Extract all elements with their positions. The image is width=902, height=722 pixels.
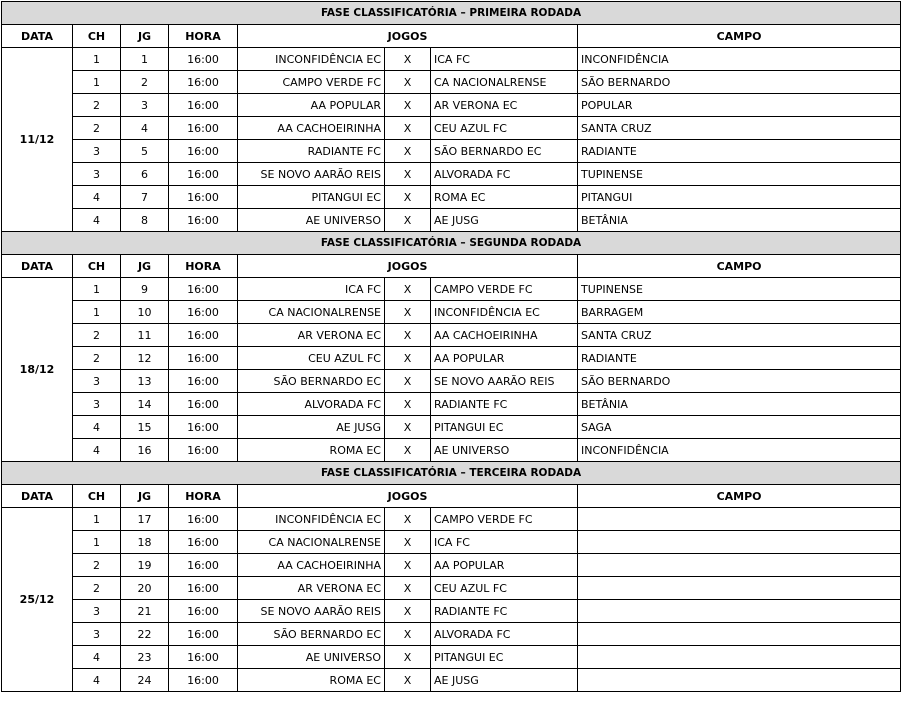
game-time: 16:00 xyxy=(169,71,238,94)
game-row xyxy=(2,600,901,623)
round-date: 25/12 xyxy=(2,508,73,692)
game-row xyxy=(2,278,901,301)
away-team: AE JUSG xyxy=(431,669,578,692)
game-ch: 2 xyxy=(73,94,121,117)
game-row xyxy=(2,508,901,531)
game-number: 24 xyxy=(121,669,169,692)
round-title: FASE CLASSIFICATÓRIA – SEGUNDA RODADA xyxy=(2,232,901,255)
game-time: 16:00 xyxy=(169,623,238,646)
game-venue: SÃO BERNARDO xyxy=(578,71,901,94)
game-venue: RADIANTE xyxy=(578,347,901,370)
game-row xyxy=(2,186,901,209)
away-team: PITANGUI EC xyxy=(431,416,578,439)
away-team: CA NACIONALRENSE xyxy=(431,71,578,94)
game-time: 16:00 xyxy=(169,278,238,301)
away-team: SE NOVO AARÃO REIS xyxy=(431,370,578,393)
away-team: CAMPO VERDE FC xyxy=(431,278,578,301)
header-campo: CAMPO xyxy=(578,25,901,48)
home-team: AE UNIVERSO xyxy=(238,209,385,232)
game-row xyxy=(2,347,901,370)
game-ch: 3 xyxy=(73,163,121,186)
game-ch: 1 xyxy=(73,48,121,71)
game-number: 12 xyxy=(121,347,169,370)
versus-mark: X xyxy=(385,600,431,623)
game-row xyxy=(2,301,901,324)
game-time: 16:00 xyxy=(169,48,238,71)
game-number: 23 xyxy=(121,646,169,669)
versus-mark: X xyxy=(385,347,431,370)
versus-mark: X xyxy=(385,186,431,209)
home-team: SE NOVO AARÃO REIS xyxy=(238,163,385,186)
home-team: ICA FC xyxy=(238,278,385,301)
versus-mark: X xyxy=(385,393,431,416)
home-team: ALVORADA FC xyxy=(238,393,385,416)
versus-mark: X xyxy=(385,577,431,600)
game-number: 9 xyxy=(121,278,169,301)
away-team: AR VERONA EC xyxy=(431,94,578,117)
game-number: 16 xyxy=(121,439,169,462)
versus-mark: X xyxy=(385,94,431,117)
game-number: 22 xyxy=(121,623,169,646)
header-jg: JG xyxy=(121,485,169,508)
home-team: ROMA EC xyxy=(238,669,385,692)
game-row xyxy=(2,531,901,554)
game-ch: 4 xyxy=(73,416,121,439)
game-ch: 3 xyxy=(73,393,121,416)
game-number: 13 xyxy=(121,370,169,393)
game-ch: 3 xyxy=(73,623,121,646)
game-time: 16:00 xyxy=(169,393,238,416)
game-time: 16:00 xyxy=(169,209,238,232)
game-ch: 2 xyxy=(73,324,121,347)
header-data: DATA xyxy=(2,485,73,508)
game-time: 16:00 xyxy=(169,163,238,186)
home-team: AE JUSG xyxy=(238,416,385,439)
game-number: 14 xyxy=(121,393,169,416)
away-team: CAMPO VERDE FC xyxy=(431,508,578,531)
game-venue: POPULAR xyxy=(578,94,901,117)
game-time: 16:00 xyxy=(169,347,238,370)
home-team: INCONFIDÊNCIA EC xyxy=(238,508,385,531)
game-row xyxy=(2,623,901,646)
header-campo: CAMPO xyxy=(578,255,901,278)
game-venue xyxy=(578,531,901,554)
game-number: 19 xyxy=(121,554,169,577)
away-team: AA CACHOEIRINHA xyxy=(431,324,578,347)
header-hora: HORA xyxy=(169,485,238,508)
game-ch: 1 xyxy=(73,531,121,554)
home-team: AR VERONA EC xyxy=(238,324,385,347)
round-title-row xyxy=(2,232,901,255)
game-ch: 3 xyxy=(73,370,121,393)
game-time: 16:00 xyxy=(169,301,238,324)
game-number: 1 xyxy=(121,48,169,71)
away-team: ROMA EC xyxy=(431,186,578,209)
home-team: CA NACIONALRENSE xyxy=(238,531,385,554)
home-team: CA NACIONALRENSE xyxy=(238,301,385,324)
header-ch: CH xyxy=(73,25,121,48)
game-time: 16:00 xyxy=(169,577,238,600)
game-time: 16:00 xyxy=(169,508,238,531)
game-venue: BARRAGEM xyxy=(578,301,901,324)
game-time: 16:00 xyxy=(169,600,238,623)
away-team: PITANGUI EC xyxy=(431,646,578,669)
home-team: AA CACHOEIRINHA xyxy=(238,117,385,140)
game-venue: SAGA xyxy=(578,416,901,439)
game-time: 16:00 xyxy=(169,669,238,692)
game-ch: 4 xyxy=(73,439,121,462)
game-row xyxy=(2,554,901,577)
game-ch: 3 xyxy=(73,140,121,163)
game-ch: 2 xyxy=(73,577,121,600)
game-venue: SANTA CRUZ xyxy=(578,324,901,347)
game-ch: 2 xyxy=(73,117,121,140)
header-hora: HORA xyxy=(169,25,238,48)
game-venue: SÃO BERNARDO xyxy=(578,370,901,393)
game-venue xyxy=(578,554,901,577)
home-team: AR VERONA EC xyxy=(238,577,385,600)
versus-mark: X xyxy=(385,531,431,554)
away-team: ALVORADA FC xyxy=(431,163,578,186)
away-team: CEU AZUL FC xyxy=(431,117,578,140)
game-venue xyxy=(578,646,901,669)
game-row xyxy=(2,209,901,232)
game-time: 16:00 xyxy=(169,324,238,347)
game-time: 16:00 xyxy=(169,140,238,163)
game-time: 16:00 xyxy=(169,646,238,669)
game-number: 11 xyxy=(121,324,169,347)
round-title: FASE CLASSIFICATÓRIA – PRIMEIRA RODADA xyxy=(2,2,901,25)
game-row xyxy=(2,48,901,71)
home-team: RADIANTE FC xyxy=(238,140,385,163)
game-row xyxy=(2,669,901,692)
versus-mark: X xyxy=(385,48,431,71)
round-date: 11/12 xyxy=(2,48,73,232)
game-row xyxy=(2,416,901,439)
game-number: 6 xyxy=(121,163,169,186)
game-time: 16:00 xyxy=(169,370,238,393)
header-data: DATA xyxy=(2,255,73,278)
game-number: 18 xyxy=(121,531,169,554)
game-time: 16:00 xyxy=(169,439,238,462)
game-row xyxy=(2,117,901,140)
game-time: 16:00 xyxy=(169,416,238,439)
versus-mark: X xyxy=(385,163,431,186)
game-row xyxy=(2,94,901,117)
home-team: AE UNIVERSO xyxy=(238,646,385,669)
header-jg: JG xyxy=(121,25,169,48)
header-hora: HORA xyxy=(169,255,238,278)
header-data: DATA xyxy=(2,25,73,48)
home-team: SE NOVO AARÃO REIS xyxy=(238,600,385,623)
game-time: 16:00 xyxy=(169,531,238,554)
game-venue xyxy=(578,669,901,692)
home-team: INCONFIDÊNCIA EC xyxy=(238,48,385,71)
versus-mark: X xyxy=(385,623,431,646)
versus-mark: X xyxy=(385,278,431,301)
versus-mark: X xyxy=(385,117,431,140)
game-venue xyxy=(578,623,901,646)
game-venue xyxy=(578,577,901,600)
home-team: PITANGUI EC xyxy=(238,186,385,209)
away-team: ALVORADA FC xyxy=(431,623,578,646)
game-row xyxy=(2,140,901,163)
game-venue xyxy=(578,600,901,623)
home-team: AA CACHOEIRINHA xyxy=(238,554,385,577)
game-number: 5 xyxy=(121,140,169,163)
away-team: ICA FC xyxy=(431,48,578,71)
header-jogos: JOGOS xyxy=(238,25,578,48)
game-venue xyxy=(578,508,901,531)
game-number: 20 xyxy=(121,577,169,600)
home-team: SÃO BERNARDO EC xyxy=(238,370,385,393)
home-team: SÃO BERNARDO EC xyxy=(238,623,385,646)
away-team: RADIANTE FC xyxy=(431,393,578,416)
away-team: AE UNIVERSO xyxy=(431,439,578,462)
game-row xyxy=(2,163,901,186)
header-ch: CH xyxy=(73,485,121,508)
away-team: AA POPULAR xyxy=(431,347,578,370)
round-title: FASE CLASSIFICATÓRIA – TERCEIRA RODADA xyxy=(2,462,901,485)
away-team: CEU AZUL FC xyxy=(431,577,578,600)
header-jogos: JOGOS xyxy=(238,255,578,278)
home-team: ROMA EC xyxy=(238,439,385,462)
away-team: SÃO BERNARDO EC xyxy=(431,140,578,163)
header-jg: JG xyxy=(121,255,169,278)
versus-mark: X xyxy=(385,209,431,232)
game-venue: INCONFIDÊNCIA xyxy=(578,48,901,71)
game-number: 10 xyxy=(121,301,169,324)
versus-mark: X xyxy=(385,370,431,393)
game-venue: RADIANTE xyxy=(578,140,901,163)
away-team: ICA FC xyxy=(431,531,578,554)
game-venue: PITANGUI xyxy=(578,186,901,209)
round-title-row xyxy=(2,2,901,25)
game-time: 16:00 xyxy=(169,117,238,140)
game-ch: 1 xyxy=(73,508,121,531)
game-ch: 1 xyxy=(73,301,121,324)
versus-mark: X xyxy=(385,324,431,347)
versus-mark: X xyxy=(385,301,431,324)
game-time: 16:00 xyxy=(169,554,238,577)
game-number: 2 xyxy=(121,71,169,94)
game-venue: BETÂNIA xyxy=(578,393,901,416)
away-team: INCONFIDÊNCIA EC xyxy=(431,301,578,324)
column-header-row xyxy=(2,255,901,278)
versus-mark: X xyxy=(385,416,431,439)
game-number: 3 xyxy=(121,94,169,117)
schedule-table xyxy=(1,1,901,692)
game-time: 16:00 xyxy=(169,94,238,117)
game-ch: 1 xyxy=(73,278,121,301)
game-venue: TUPINENSE xyxy=(578,163,901,186)
game-row xyxy=(2,393,901,416)
game-venue: BETÂNIA xyxy=(578,209,901,232)
versus-mark: X xyxy=(385,439,431,462)
schedule-sheet xyxy=(1,1,900,692)
column-header-row xyxy=(2,485,901,508)
away-team: AE JUSG xyxy=(431,209,578,232)
round-date: 18/12 xyxy=(2,278,73,462)
game-ch: 4 xyxy=(73,646,121,669)
game-ch: 4 xyxy=(73,209,121,232)
game-row xyxy=(2,646,901,669)
game-venue: SANTA CRUZ xyxy=(578,117,901,140)
versus-mark: X xyxy=(385,71,431,94)
versus-mark: X xyxy=(385,646,431,669)
home-team: AA POPULAR xyxy=(238,94,385,117)
header-jogos: JOGOS xyxy=(238,485,578,508)
game-number: 15 xyxy=(121,416,169,439)
versus-mark: X xyxy=(385,669,431,692)
game-ch: 1 xyxy=(73,71,121,94)
header-campo: CAMPO xyxy=(578,485,901,508)
away-team: RADIANTE FC xyxy=(431,600,578,623)
game-venue: INCONFIDÊNCIA xyxy=(578,439,901,462)
header-ch: CH xyxy=(73,255,121,278)
home-team: CAMPO VERDE FC xyxy=(238,71,385,94)
game-ch: 2 xyxy=(73,554,121,577)
round-title-row xyxy=(2,462,901,485)
versus-mark: X xyxy=(385,140,431,163)
game-number: 8 xyxy=(121,209,169,232)
game-number: 21 xyxy=(121,600,169,623)
game-number: 17 xyxy=(121,508,169,531)
game-row xyxy=(2,71,901,94)
versus-mark: X xyxy=(385,508,431,531)
game-ch: 4 xyxy=(73,669,121,692)
game-row xyxy=(2,324,901,347)
game-row xyxy=(2,370,901,393)
game-ch: 4 xyxy=(73,186,121,209)
home-team: CEU AZUL FC xyxy=(238,347,385,370)
game-row xyxy=(2,439,901,462)
game-ch: 2 xyxy=(73,347,121,370)
versus-mark: X xyxy=(385,554,431,577)
away-team: AA POPULAR xyxy=(431,554,578,577)
game-venue: TUPINENSE xyxy=(578,278,901,301)
column-header-row xyxy=(2,25,901,48)
game-number: 7 xyxy=(121,186,169,209)
game-time: 16:00 xyxy=(169,186,238,209)
game-row xyxy=(2,577,901,600)
game-number: 4 xyxy=(121,117,169,140)
game-ch: 3 xyxy=(73,600,121,623)
